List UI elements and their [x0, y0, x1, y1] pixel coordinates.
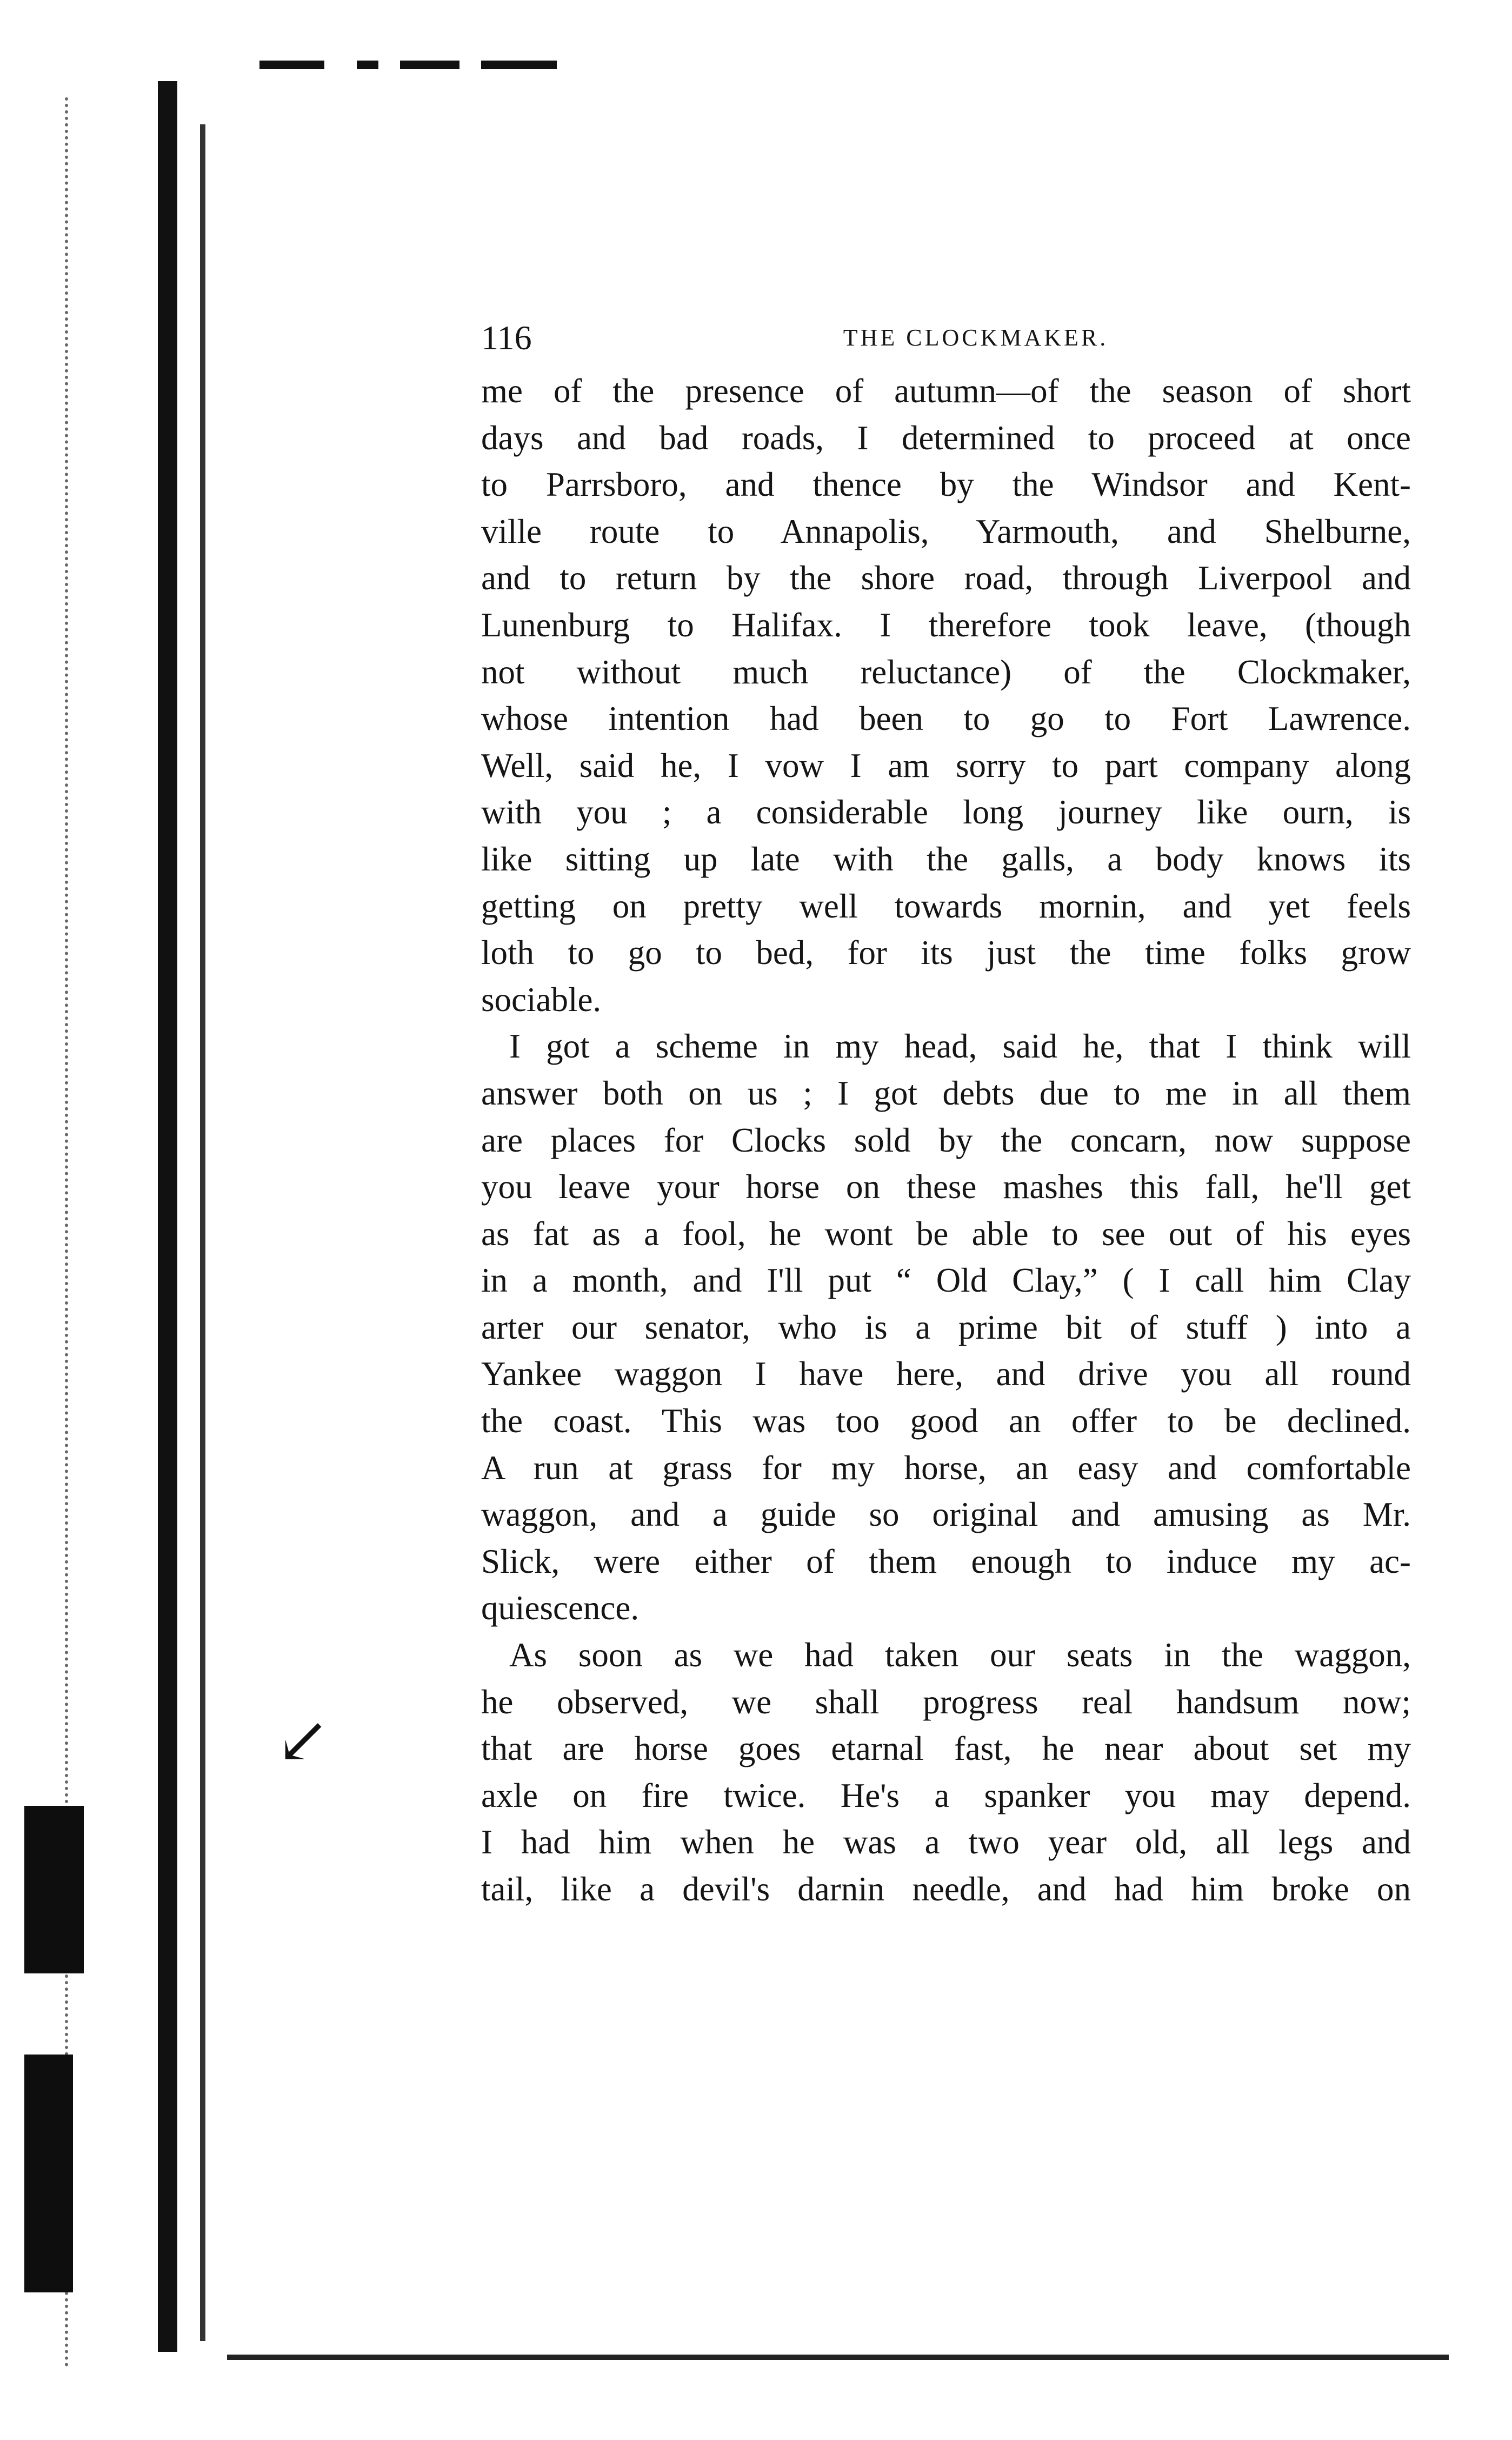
text-line: A run at grass for my horse, an easy and comfortable: [481, 1448, 1411, 1487]
scan-speckle-noise: [65, 97, 74, 2368]
text-line: Slick, were either of them enough to induce my ac-: [481, 1542, 1411, 1580]
margin-pencil-mark: ↙: [276, 1705, 330, 1777]
text-line: not without much reluctance) of the Clockmaker,: [481, 653, 1411, 691]
text-line: getting on pretty well towards mornin, and yet feels: [481, 887, 1411, 925]
scan-top-mark: [481, 61, 557, 69]
scan-dark-block: [24, 1806, 84, 1973]
paragraph: [481, 1632, 1411, 1913]
text-line: me of the presence of autumn—of the season of short: [481, 372, 1411, 410]
scan-top-mark: [400, 61, 459, 69]
text-line: As soon as we had taken our seats in the waggon,: [509, 1636, 1411, 1674]
text-line: answer both on us ; I got debts due to me in all them: [481, 1074, 1411, 1112]
text-line: you leave your horse on these mashes this fall, he'll get: [481, 1168, 1411, 1206]
text-line: to Parrsboro, and thence by the Windsor and Kent-: [481, 466, 1411, 504]
text-line: days and bad roads, I determined to proceed at once: [481, 418, 1411, 457]
text-line: whose intention had been to go to Fort Lawrence.: [481, 700, 1411, 738]
text-line: he observed, we shall progress real handsum now;: [481, 1683, 1411, 1721]
text-line: Well, said he, I vow I am sorry to part company along: [481, 746, 1411, 784]
text-line: quiescence.: [481, 1589, 640, 1627]
page-number: 116: [481, 318, 532, 357]
scan-top-mark: [259, 61, 324, 69]
text-line: tail, like a devil's darnin needle, and had him broke on: [481, 1870, 1411, 1908]
text-line: are places for Clocks sold by the concarn, now suppose: [481, 1121, 1411, 1159]
text-line: that are horse goes etarnal fast, he near about set my: [481, 1730, 1411, 1768]
text-line: loth to go to bed, for its just the time folks grow: [481, 934, 1411, 972]
text-line: I got a scheme in my head, said he, that I think will: [509, 1027, 1411, 1066]
text-line: sociable.: [481, 980, 602, 1019]
text-line: and to return by the shore road, through Liverpool and: [481, 559, 1411, 597]
text-line: Yankee waggon I have here, and drive you all round: [481, 1355, 1411, 1393]
text-line: in a month, and I'll put “ Old Clay,” ( I call him Clay: [481, 1261, 1411, 1300]
text-line: ville route to Annapolis, Yarmouth, and Shelburne,: [481, 512, 1411, 550]
running-header: [481, 308, 1411, 368]
text-line: like sitting up late with the galls, a body knows its: [481, 840, 1411, 878]
scan-dark-block: [24, 2055, 73, 2292]
paragraph: [481, 1023, 1411, 1632]
running-title: THE CLOCKMAKER.: [843, 324, 1109, 351]
text-line: I had him when he was a two year old, all legs and: [481, 1823, 1411, 1861]
text-line: arter our senator, who is a prime bit of stuff ) into a: [481, 1308, 1411, 1346]
scan-top-mark: [357, 61, 378, 69]
scan-binding-shadow: [200, 124, 205, 2341]
scan-binding-edge: [158, 81, 177, 2352]
text-line: waggon, and a guide so original and amusing as Mr.: [481, 1495, 1411, 1534]
book-page: [481, 308, 1411, 1913]
paragraph: [481, 368, 1411, 1023]
scan-bottom-edge: [227, 2355, 1449, 2360]
text-line: as fat as a fool, he wont be able to see out of his eyes: [481, 1214, 1411, 1253]
text-line: the coast. This was too good an offer to be declined.: [481, 1402, 1411, 1440]
text-line: with you ; a considerable long journey like ourn, is: [481, 793, 1411, 832]
text-line: axle on fire twice. He's a spanker you may depend.: [481, 1776, 1411, 1814]
text-line: Lunenburg to Halifax. I therefore took leave, (though: [481, 606, 1411, 644]
